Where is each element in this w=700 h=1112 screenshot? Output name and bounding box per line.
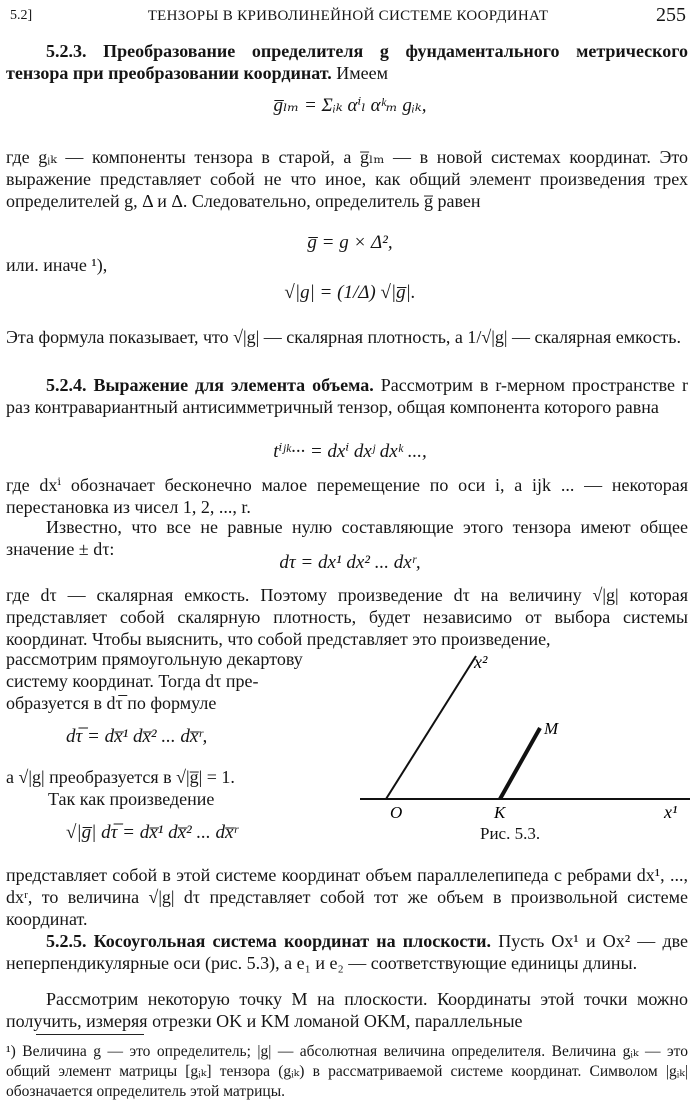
s525-paragraph-2: Рассмотрим некоторую точку M на плоскости. Координаты этой точки можно получить, измеряя отрезки OK и KM ломаной OKM, параллельные <box>6 989 688 1031</box>
s524-paragraph-2: где dxⁱ обозначает бесконечно малое перемещение по оси i, а ijk ... — некоторая перестановка из чисел 1, 2, ..., r. <box>6 475 688 517</box>
axis-x2 <box>386 656 476 799</box>
s523-paragraph-2: или. иначе ¹), <box>6 255 108 275</box>
s523-eq3: √|g| = (1/Δ) √|g̅|. <box>284 282 416 303</box>
s525-paragraph-1: Пусть Ox¹ и Ox² — две неперпендикулярные оси (рис. 5.3), а e₁ и e₂ — соответствующие единицы длины. <box>6 931 689 973</box>
header-title: ТЕНЗОРЫ В КРИВОЛИНЕЙНОЙ СИСТЕМЕ КООРДИНАТ <box>147 8 549 24</box>
s524-paragraph-5: представляет собой в этой системе координат объем параллелепипеда с ребрами dx¹, ..., dxʳ, то величина √|g| dτ представляет собой тот же объем в произвольной системе координат. <box>6 865 688 929</box>
s524-paragraph-1: Рассмотрим в r-мерном пространстве r раз контравариантный антисимметричный тензор, общая компонента которого равна <box>6 375 688 417</box>
s525-heading: 5.2.5. Косоугольная система координат на плоскости. <box>46 931 492 951</box>
s524-paragraph-4: где dτ — скалярная емкость. Поэтому произведение dτ на величину √|g| которая представляет собой скалярную плотность, будет независимо от выбора системы координат. Чтобы выяснить, что собой представляет это произведение, <box>6 585 688 649</box>
label-x1: x¹ <box>664 802 678 822</box>
label-M: M <box>544 719 559 738</box>
s524-eq4: √|g̅| dτ̅ = dx̅¹ dx̅² ... dx̅ʳ <box>66 822 238 843</box>
header-section: 5.2] <box>10 8 33 23</box>
segment-KM <box>500 728 540 799</box>
s524-heading-paragraph <box>6 374 688 418</box>
s523-heading-paragraph <box>6 40 688 84</box>
footnote: ¹) Величина g — это определитель; |g| — абсолютная величина определителя. Величина gᵢₖ — это общий элемент матрицы [gᵢₖ] тензора (gᵢₖ) в рассматриваемой системе координат. Символом |gᵢₖ| обозначается определитель этой матрицы. <box>6 1043 688 1100</box>
s525-heading-paragraph <box>6 930 688 974</box>
s524-heading: 5.2.4. Выражение для элемента объема. <box>46 375 374 395</box>
label-x2: x² <box>474 652 488 672</box>
s524-wrap-line-1: рассмотрим прямоугольную декартову <box>6 649 303 669</box>
label-O: O <box>390 803 403 822</box>
figure-caption: Рис. 5.3. <box>480 824 541 843</box>
s524-eq1: tⁱʲᵏ··· = dxⁱ dxʲ dxᵏ ..., <box>273 441 427 462</box>
s523-eq2: g̅ = g × Δ², <box>307 232 393 253</box>
figure-5-3 <box>350 648 695 848</box>
s523-heading-tail: Имеем <box>331 63 389 83</box>
s523-paragraph-3: Эта формула показывает, что √|g| — скалярная плотность, а 1/√|g| — скалярная емкость. <box>6 327 681 347</box>
label-K: K <box>494 803 506 822</box>
s524-wrap-line-5: Так как произведение <box>48 789 215 809</box>
s523-eq1: g̅ₗₘ = Σᵢₖ αⁱₗ αᵏₘ gᵢₖ, <box>273 95 427 116</box>
s524-eq2: dτ = dx¹ dx² ... dxʳ, <box>279 552 421 573</box>
s524-paragraph-3: Известно, что все не равные нулю составляющие этого тензора имеют общее значение ± dτ: <box>6 517 688 559</box>
s523-heading: 5.2.3. Преобразование определителя g фундаментального метрического тензора при преобразовании координат. <box>6 41 688 83</box>
s524-wrap-line-3: образуется в dτ̅ по формуле <box>6 693 217 713</box>
s524-wrap-line-4: а √|g| преобразуется в √|g̅| = 1. <box>6 767 235 787</box>
page-number: 255 <box>656 4 686 26</box>
footnote-rule <box>36 1034 144 1035</box>
s524-eq3: dτ̅ = dx̅¹ dx̅² ... dx̅ʳ, <box>66 726 208 747</box>
s524-wrap-line-2: систему координат. Тогда dτ пре- <box>6 671 259 691</box>
s523-paragraph-1: где gᵢₖ — компоненты тензора в старой, а g̅ₗₘ — в новой системах координат. Это выражение представляет собой не что иное, как общий элемент произведения трех определителей g, Δ и Δ. Следовательно, определитель g̅ равен <box>6 147 688 211</box>
running-header <box>10 4 686 30</box>
